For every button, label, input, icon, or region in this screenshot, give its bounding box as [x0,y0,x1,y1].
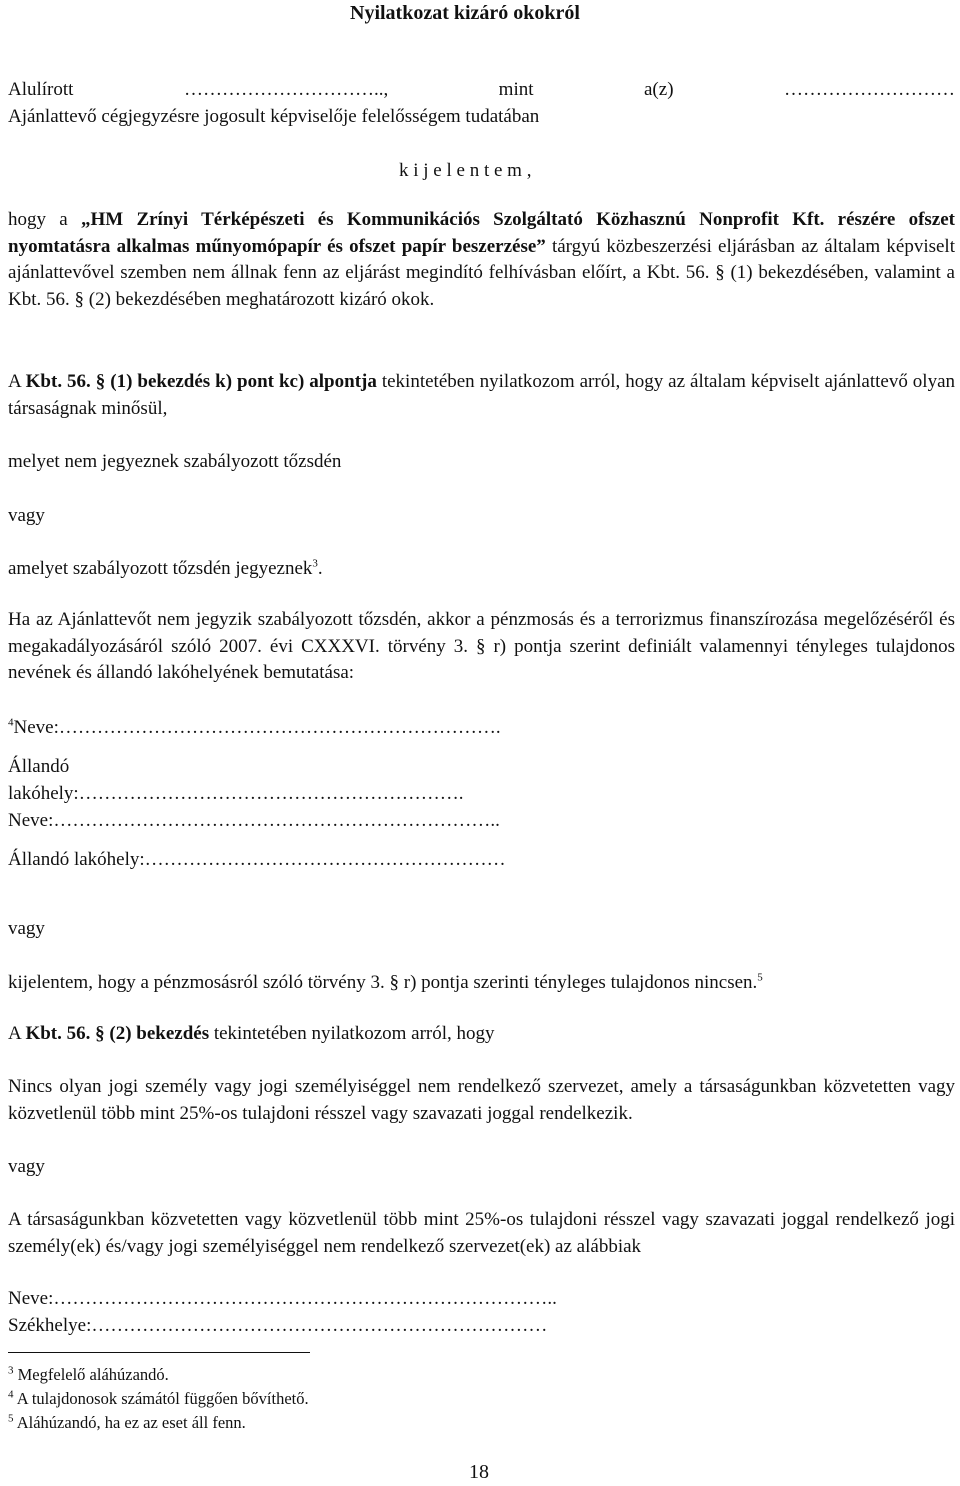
footnote-ref: 5 [757,971,763,984]
footnote-ref: 4 [8,716,14,729]
footnote-number: 3 [8,1364,14,1377]
document-title: Nyilatkozat kizáró okokról [350,2,580,24]
kbt-1-paragraph [8,369,955,422]
owner-residence-field-2: Állandó lakóhely:………………………………………………… [8,849,506,870]
no-majority-owner-paragraph: Nincs olyan jogi személy vagy jogi személyiséggel nem rendelkező szervezet, amely a társaságunkban közvetetten vagy közvetlenül több mint 25%-os tulajdoni résszel vagy szavazati joggal rendelkezik. [8,1076,955,1124]
footnote-text: Megfelelő aláhúzandó. [17,1365,169,1384]
kbt-reference: Kbt. 56. § (2) bekezdés [25,1023,210,1044]
declarant-line [8,77,955,103]
owner-name-field-2: Neve:…………………………………………………………….. [8,810,500,831]
kijelentem-heading: k i j e l e n t e m , [399,160,532,181]
option-listed-text: amelyet szabályozott tőzsdén jegyeznek [8,558,313,579]
owner-allando-label: Állandó [8,756,70,777]
paragraph-text: tárgyú közbeszerzési eljárásban az általam képviselt ajánlattevővel szemben nem állnak fenn az eljárást megindító felhívásban előírt, a Kbt. 56. § (1) bekezdésében, valamint a Kbt. 56. § (2) bekezdésében meghatározott kizáró okok. [8,235,955,310]
name-blank: ………………………….., [183,79,389,100]
vagy-separator: vagy [8,1156,45,1177]
vagy-separator: vagy [8,918,45,939]
entity-seat-field: Székhelye:……………………………………………………………… [8,1315,548,1336]
paragraph-text: tekintetében nyilatkozom arról, hogy [209,1023,495,1044]
vagy-separator: vagy [8,505,45,526]
procurement-subject: „HM Zrínyi Térképészeti és Kommunikációs Szolgáltató Közhasznú Nonprofit Kft. részére ofszet nyomtatásra alkalmas műnyomópapír és ofszet papír beszerzése” [8,209,955,257]
owner-name-text: Neve:……………………………………………………………. [13,717,501,738]
footnote-text: A tulajdonosok számától függően bővíthető. [16,1389,309,1408]
representative-line: Ajánlattevő cégjegyzésre jogosult képviselője felelősségem tudatában [8,106,540,127]
declaration-paragraph [8,207,955,313]
entity-name-field: Neve:…………………………………………………………………….. [8,1288,557,1309]
paragraph-text: tekintetében nyilatkozom arról, hogy az általam képviselt ajánlattevő olyan társaságnak minősül, [8,371,955,419]
az-word: a(z) [644,79,674,100]
footnote-ref: 3 [312,557,318,570]
paragraph-text: A [8,1023,26,1044]
page-number: 18 [469,1461,489,1483]
no-owner-statement [8,970,763,996]
no-owner-text: kijelentem, hogy a pénzmosásról szóló törvény 3. § r) pontja szerinti tényleges tulajdonos nincsen. [8,972,758,993]
company-blank: ……………………… [784,79,956,100]
kbt-reference: Kbt. 56. § (1) bekezdés k) pont kc) alpontja [25,371,377,392]
option-listed-end: . [317,558,323,579]
footnote [8,1412,246,1434]
mint-word: mint [498,79,534,100]
footnote [8,1364,169,1386]
option-not-listed: melyet nem jegyeznek szabályozott tőzsdén [8,451,342,472]
footnote-separator [8,1352,310,1353]
paragraph-text: hogy a [8,209,81,230]
owner-name-field [8,715,501,741]
paragraph-text: A [8,371,26,392]
majority-owner-paragraph: A társaságunkban közvetetten vagy közvetlenül több mint 25%-os tulajdoni résszel vagy szavazati joggal rendelkező jogi személy(ek) és/vagy jogi személyiséggel nem rendelkező szervezet(ek) az alábbiak [8,1209,955,1257]
beneficial-owner-paragraph: Ha az Ajánlattevőt nem jegyzik szabályozott tőzsdén, akkor a pénzmosás és a terrorizmus finanszírozása megelőzéséről és megakadályozásáról szóló 2007. évi CXXXVI. törvény 3. § r) pontja szerint definiált valamennyi tényleges tulajdonos nevének és állandó lakóhelyének bemutatása: [8,609,955,683]
footnote-number: 4 [8,1388,14,1401]
option-listed [8,556,323,582]
footnote-text: Aláhúzandó, ha ez az eset áll fenn. [16,1413,246,1432]
footnote [8,1388,309,1410]
footnote-number: 5 [8,1412,14,1425]
kbt-2-paragraph [8,1021,495,1047]
declarant-label: Alulírott [8,79,74,100]
owner-residence-field: lakóhely:……………………………………………………. [8,783,464,804]
